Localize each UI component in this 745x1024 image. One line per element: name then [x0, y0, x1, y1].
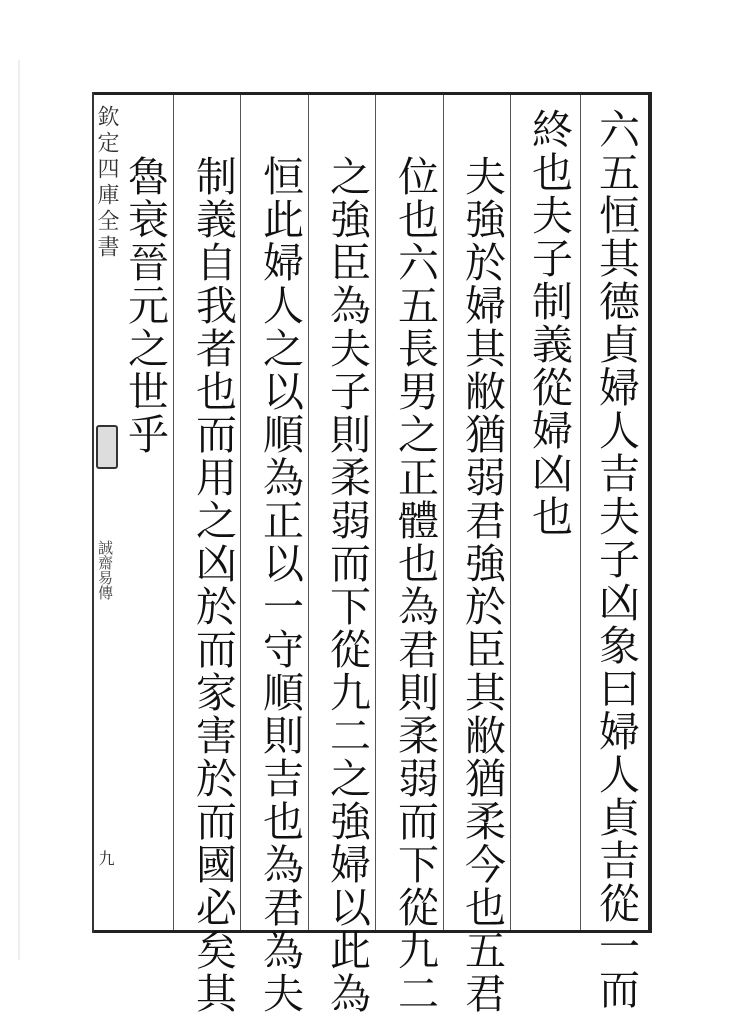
- column-divider: [173, 95, 174, 930]
- column-divider: [308, 95, 309, 930]
- column-divider: [240, 95, 241, 930]
- page-number: 九: [96, 850, 115, 866]
- text-column-5: 之強臣為夫子則柔弱而下從九二之強婦以此為: [323, 155, 371, 1015]
- text-column-1: 六五恒其德貞婦人吉夫子凶象曰婦人貞吉從一而: [592, 108, 640, 1011]
- fish-tail-mark-icon: [96, 425, 118, 469]
- page-edge: [18, 60, 20, 960]
- text-column-3: 夫強於婦其敝猶弱君強於臣其敝猶柔今也五君: [458, 155, 506, 1015]
- frame-bottom-border: [92, 930, 652, 933]
- text-column-7: 制義自我者也而用之凶於而家害於而國必矣其: [189, 155, 237, 1015]
- frame-top-border: [92, 92, 652, 95]
- text-column-4: 位也六五長男之正體也為君則柔弱而下從九二: [391, 155, 439, 1015]
- column-divider: [510, 95, 511, 930]
- page-margin-strip: [94, 95, 118, 930]
- column-divider: [443, 95, 444, 930]
- text-column-8: 魯衰晉元之世乎: [121, 155, 169, 456]
- frame-right-border: [648, 92, 652, 933]
- column-divider: [580, 95, 581, 930]
- text-column-2: 終也夫子制義從婦凶也: [525, 108, 573, 538]
- column-divider: [375, 95, 376, 930]
- text-column-6: 恒此婦人之以順為正以一守順則吉也為君為夫: [256, 155, 304, 1015]
- volume-title: 誠齋易傳: [96, 540, 114, 600]
- book-title: 欽定四庫全書: [94, 105, 119, 261]
